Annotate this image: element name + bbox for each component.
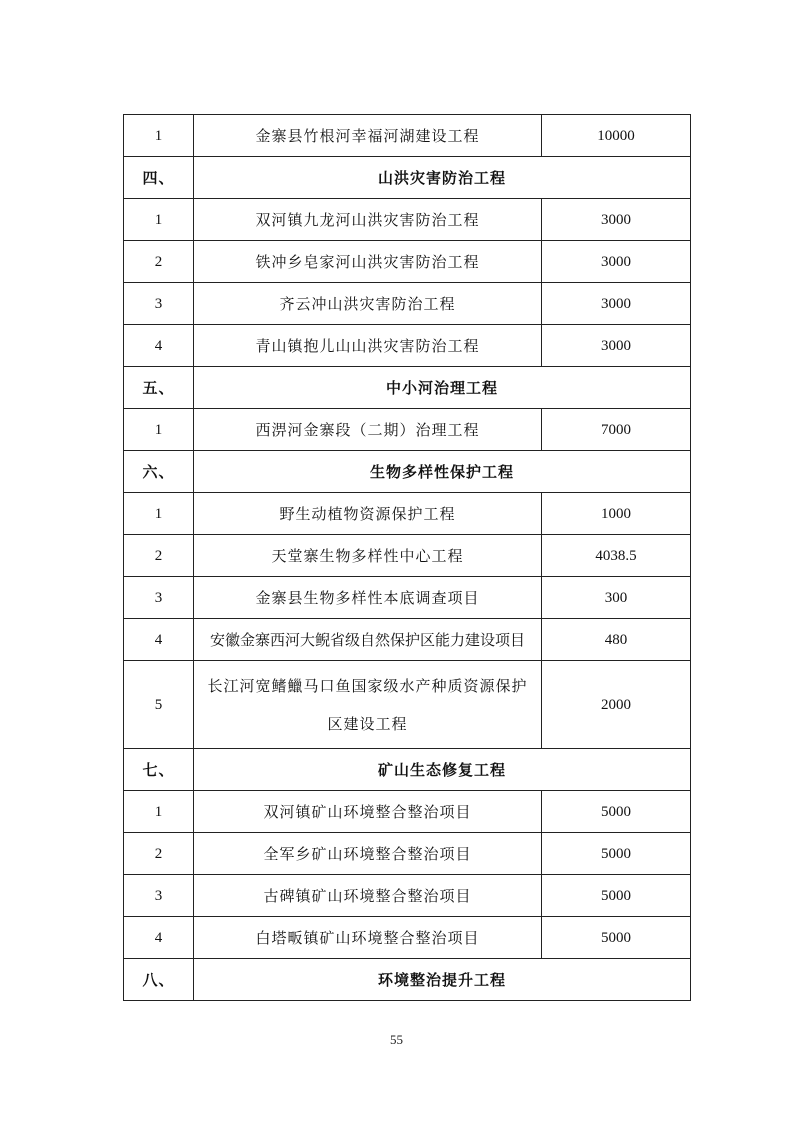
- row-number: 2: [124, 241, 194, 283]
- project-name: 金寨县生物多样性本底调查项目: [194, 577, 542, 619]
- row-number: 2: [124, 833, 194, 875]
- row-number: 1: [124, 493, 194, 535]
- project-amount: 7000: [542, 409, 691, 451]
- project-amount: 1000: [542, 493, 691, 535]
- page-number: 55: [390, 1032, 403, 1047]
- project-amount: 5000: [542, 791, 691, 833]
- project-amount: 3000: [542, 283, 691, 325]
- section-title: 环境整治提升工程: [194, 959, 691, 1001]
- project-name: 古碑镇矿山环境整合整治项目: [194, 875, 542, 917]
- row-number: 3: [124, 577, 194, 619]
- table-row: [124, 875, 691, 917]
- row-number: 2: [124, 535, 194, 577]
- project-amount: 10000: [542, 115, 691, 157]
- table-row: [124, 917, 691, 959]
- row-number: 1: [124, 115, 194, 157]
- table-row: [124, 493, 691, 535]
- project-name: 西淠河金寨段（二期）治理工程: [194, 409, 542, 451]
- section-title: 矿山生态修复工程: [194, 749, 691, 791]
- row-number: 4: [124, 325, 194, 367]
- table-row: [124, 325, 691, 367]
- project-name: 安徽金寨西河大鲵省级自然保护区能力建设项目: [194, 619, 542, 661]
- project-name: 野生动植物资源保护工程: [194, 493, 542, 535]
- table-row: [124, 577, 691, 619]
- table-row: [124, 241, 691, 283]
- row-number: 3: [124, 283, 194, 325]
- table-row: [124, 661, 691, 749]
- project-name: 铁冲乡皂家河山洪灾害防治工程: [194, 241, 542, 283]
- project-name: 白塔畈镇矿山环境整合整治项目: [194, 917, 542, 959]
- section-row: [124, 157, 691, 199]
- row-number: 4: [124, 917, 194, 959]
- table-row: [124, 199, 691, 241]
- section-row: [124, 367, 691, 409]
- project-amount: 300: [542, 577, 691, 619]
- project-name: 双河镇九龙河山洪灾害防治工程: [194, 199, 542, 241]
- table-row: [124, 409, 691, 451]
- row-number: 1: [124, 199, 194, 241]
- row-number: 1: [124, 409, 194, 451]
- row-number: 4: [124, 619, 194, 661]
- project-amount: 5000: [542, 833, 691, 875]
- row-number: 5: [124, 661, 194, 749]
- project-name: 金寨县竹根河幸福河湖建设工程: [194, 115, 542, 157]
- section-title: 中小河治理工程: [194, 367, 691, 409]
- table-row: [124, 115, 691, 157]
- project-amount: 3000: [542, 241, 691, 283]
- section-title: 山洪灾害防治工程: [194, 157, 691, 199]
- project-name: 全军乡矿山环境整合整治项目: [194, 833, 542, 875]
- project-amount: 3000: [542, 325, 691, 367]
- section-number: 八、: [124, 959, 194, 1001]
- section-title: 生物多样性保护工程: [194, 451, 691, 493]
- section-row: [124, 451, 691, 493]
- project-name: 长江河宽鳍鱲马口鱼国家级水产种质资源保护区建设工程: [194, 661, 542, 749]
- section-number: 六、: [124, 451, 194, 493]
- project-table: [123, 114, 691, 1001]
- row-number: 1: [124, 791, 194, 833]
- section-row: [124, 959, 691, 1001]
- section-number: 四、: [124, 157, 194, 199]
- project-name: 青山镇抱儿山山洪灾害防治工程: [194, 325, 542, 367]
- table-row: [124, 791, 691, 833]
- table-row: [124, 283, 691, 325]
- table-row: [124, 833, 691, 875]
- project-amount: 3000: [542, 199, 691, 241]
- project-amount: 4038.5: [542, 535, 691, 577]
- project-amount: 5000: [542, 875, 691, 917]
- project-name: 齐云冲山洪灾害防治工程: [194, 283, 542, 325]
- row-number: 3: [124, 875, 194, 917]
- project-name: 天堂寨生物多样性中心工程: [194, 535, 542, 577]
- project-amount: 5000: [542, 917, 691, 959]
- section-number: 七、: [124, 749, 194, 791]
- table-row: [124, 619, 691, 661]
- project-name: 双河镇矿山环境整合整治项目: [194, 791, 542, 833]
- project-amount: 480: [542, 619, 691, 661]
- section-number: 五、: [124, 367, 194, 409]
- section-row: [124, 749, 691, 791]
- table-row: [124, 535, 691, 577]
- project-amount: 2000: [542, 661, 691, 749]
